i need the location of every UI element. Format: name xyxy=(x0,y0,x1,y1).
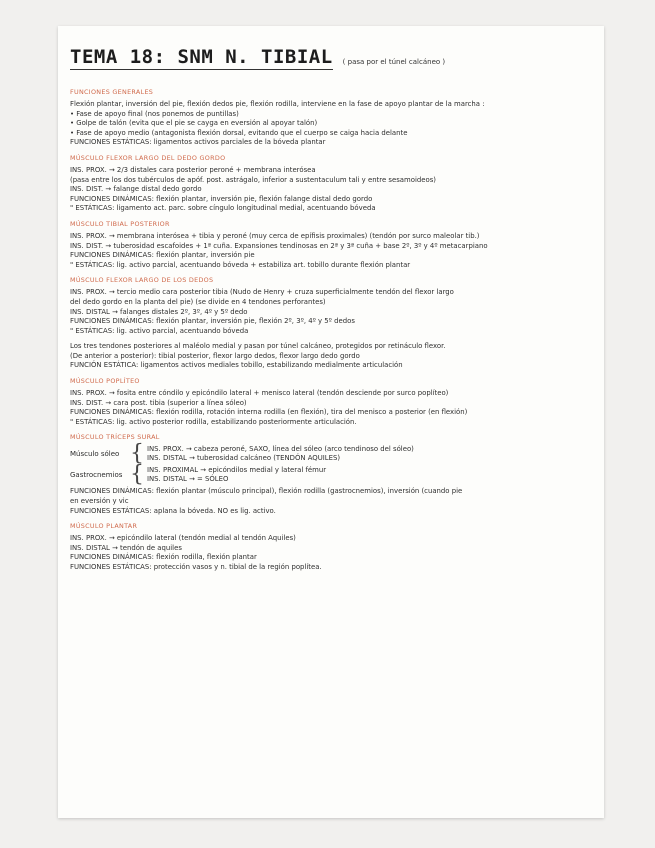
text-line: FUNCIONES ESTÁTICAS: protección vasos y n. tibial de la región poplítea. xyxy=(70,563,322,571)
text-line: " ESTÁTICAS: lig. activo parcial, acentuando bóveda + estabiliza art. tobillo durante flexión plantar xyxy=(70,260,411,269)
page-content xyxy=(70,46,596,579)
text-line: • Fase de apoyo medio (antagonista flexión dorsal, evitando que el cuerpo se caiga hacia delante xyxy=(70,128,408,137)
title-row xyxy=(70,46,596,70)
gastro-block xyxy=(70,462,596,488)
text-line: INS. PROX. → cabeza peroné, SAXO, línea del sóleo (arco tendinoso del sóleo) xyxy=(147,445,414,454)
text-line: INS. DISTAL → tuberosidad calcáneo (TENDÓN AQUILES) xyxy=(147,454,341,463)
text-line: en eversión y vic xyxy=(70,497,129,506)
section-heading: FUNCIONES GENERALES xyxy=(70,88,154,96)
soleo-block xyxy=(70,441,596,467)
text-line: FUNCIONES DINÁMICAS: flexión plantar, inversión pie, flexión falange distal dedo gordo xyxy=(70,194,373,203)
section-heading: MÚSCULO FLEXOR LARGO DEL DEDO GORDO xyxy=(70,153,226,162)
text-line: INS. DIST. → tuberosidad escafoides + 1ª cuña. Expansiones tendinosas en 2ª y 3ª cuña + base 2º, 3º y 4º metacarpiano xyxy=(70,241,488,250)
text-line: INS. PROX. → epicóndilo lateral (tendón medial al tendón Aquiles) xyxy=(70,534,296,543)
text-line: " ESTÁTICAS: lig. activo parcial, acentuando bóveda xyxy=(70,326,249,335)
text-line: INS. PROX. → fosita entre cóndilo y epicóndilo lateral + menisco lateral (tendón desciende por surco poplíteo) xyxy=(70,389,449,398)
section-tendones-posteriores xyxy=(70,342,596,371)
text-line: INS. DISTAL → falanges distales 2º, 3º, 4º y 5º dedo xyxy=(70,307,248,316)
brace-icon: { xyxy=(130,462,144,488)
text-line: INS. DISTAL → tendón de aquiles xyxy=(70,543,182,552)
page-title: TEMA 18: SNM N. TIBIAL xyxy=(70,46,333,68)
section-heading: MÚSCULO TRÍCEPS SURAL xyxy=(70,433,160,442)
text-line: FUNCIONES DINÁMICAS: flexión plantar, inversión pie xyxy=(70,251,255,260)
page-subtitle: ( pasa por el túnel calcáneo ) xyxy=(342,58,446,66)
section-triceps-sural xyxy=(70,433,596,516)
gastro-label: Gastrocnemios xyxy=(70,471,123,480)
text-line: (De anterior a posterior): tibial posterior, flexor largo dedos, flexor largo dedo gordo xyxy=(70,351,360,360)
text-line: • Golpe de talón (evita que el pie se cayga en eversión al apoyar talón) xyxy=(70,119,318,128)
text-line: FUNCIONES DINÁMICAS: flexión rodilla, flexión plantar xyxy=(70,553,257,562)
section-heading: MÚSCULO FLEXOR LARGO DE LOS DEDOS xyxy=(70,276,214,285)
text-line: INS. DIST. → falange distal dedo gordo xyxy=(70,185,202,194)
section-flexor-largo-dedos xyxy=(70,276,596,336)
text-line: • Fase de apoyo final (nos ponemos de puntillas) xyxy=(70,109,239,118)
text-line: INS. DIST. → cara post. tibia (superior a línea sóleo) xyxy=(70,398,247,407)
text-line: INS. PROXIMAL → epicóndilos medial y lateral fémur xyxy=(147,466,327,475)
text-line: " ESTÁTICAS: lig. activo posterior rodilla, estabilizando posteriormente articulación. xyxy=(70,417,357,426)
text-line: INS. PROX. → membrana interósea + tibia y peroné (muy cerca de epífisis proximales) (tendón por surco maleolar tib.) xyxy=(70,231,480,240)
soleo-label: Músculo sóleo xyxy=(70,450,120,459)
text-line: FUNCIONES ESTÁTICAS: ligamentos activos parciales de la bóveda plantar xyxy=(70,138,326,147)
text-line: INS. PROX. → tercio medio cara posterior tibia (Nudo de Henry + cruza superficialmente tendón del flexor largo xyxy=(70,288,454,297)
text-line: " ESTÁTICAS: ligamento act. parc. sobre cíngulo longitudinal medial, acentuando bóveda xyxy=(70,204,376,213)
text-line: FUNCIÓN ESTÁTICA: ligamentos activos mediales tobillo, estabilizando medialmente articulación xyxy=(70,361,403,370)
section-flexor-largo-dedo-gordo xyxy=(70,154,596,214)
gastro-lines xyxy=(147,466,326,484)
text-line: Flexión plantar, inversión del pie, flexión dedos pie, flexión rodilla, interviene en la fase de apoyo plantar de la marcha : xyxy=(70,100,485,108)
text-line: del dedo gordo en la planta del pie) (se divide en 4 tendones perforantes) xyxy=(70,297,326,306)
section-popliteo xyxy=(70,377,596,427)
soleo-lines xyxy=(147,445,414,463)
section-tibial-posterior xyxy=(70,220,596,270)
text-line: FUNCIONES ESTÁTICAS: aplana la bóveda. NO es lig. activo. xyxy=(70,506,276,515)
text-line: FUNCIONES DINÁMICAS: flexión rodilla, rotación interna rodilla (en flexión), tira del menisco a posterior (en flexión) xyxy=(70,408,468,417)
brace-icon: { xyxy=(130,441,144,467)
section-heading: MÚSCULO TIBIAL POSTERIOR xyxy=(70,219,170,228)
text-line: (pasa entre los dos tubérculos de apóf. post. astrágalo, inferior a sustentaculum tali y entre sesamoideos) xyxy=(70,175,436,184)
text-line: INS. DISTAL → = SÓLEO xyxy=(147,475,229,484)
text-line: INS. PROX. → 2/3 distales cara posterior peroné + membrana interósea xyxy=(70,165,316,174)
notebook-page xyxy=(58,26,604,818)
text-line: Los tres tendones posteriores al maléolo medial y pasan por túnel calcáneo, protegidos por retináculo flexor. xyxy=(70,342,446,351)
section-funciones-generales xyxy=(70,88,596,148)
section-heading: MÚSCULO PLANTAR xyxy=(70,522,138,531)
section-plantar xyxy=(70,522,596,572)
text-line: FUNCIONES DINÁMICAS: flexión plantar (músculo principal), flexión rodilla (gastrocnemios), inversión (cuando pie xyxy=(70,487,463,496)
text-line: FUNCIONES DINÁMICAS: flexión plantar, inversión pie, flexión 2º, 3º, 4º y 5º dedos xyxy=(70,317,355,326)
section-heading: MÚSCULO POPLÍTEO xyxy=(70,377,140,386)
